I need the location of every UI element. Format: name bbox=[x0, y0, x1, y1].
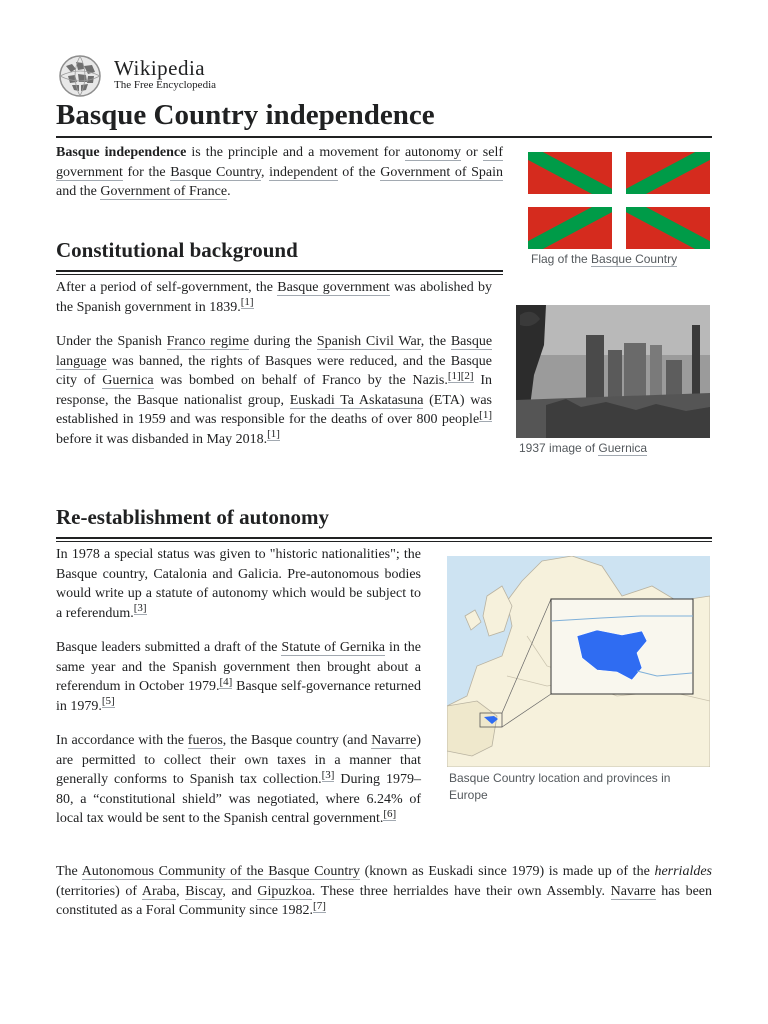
text: (territories) of bbox=[56, 883, 142, 899]
text: During 1979–80, a “constitutional shield” was negotiated, where 6.24% of local tax would be sent to the Spanish central government. bbox=[56, 772, 421, 827]
link-araba[interactable]: Araba bbox=[141, 883, 177, 899]
link-navarre[interactable]: Navarre bbox=[371, 733, 417, 748]
link-autonomy[interactable]: autonomy bbox=[404, 145, 461, 160]
link-euskadi-ta-askatasuna[interactable]: Euskadi Ta Askatasuna bbox=[289, 392, 424, 408]
citation-link[interactable]: [1] bbox=[447, 369, 461, 382]
citation-link[interactable]: [5] bbox=[101, 695, 115, 708]
citation-link[interactable]: [3] bbox=[133, 602, 147, 615]
intro-paragraph bbox=[56, 143, 503, 202]
guernica-photo[interactable] bbox=[516, 305, 710, 438]
link-biscay[interactable]: Biscay bbox=[185, 883, 223, 899]
citation-link[interactable]: [4] bbox=[219, 675, 233, 688]
europe-map-drawing bbox=[447, 556, 710, 767]
text: The bbox=[56, 864, 82, 879]
text: during the bbox=[249, 334, 317, 349]
citation[interactable] bbox=[322, 769, 335, 782]
text: or bbox=[460, 145, 483, 160]
text: was banned, the rights of Basques were reduced, and the Basque city of bbox=[56, 353, 492, 389]
text: In accordance with the bbox=[56, 733, 188, 748]
citation[interactable] bbox=[448, 370, 474, 383]
link-basque-country-caption[interactable]: Basque Country bbox=[591, 252, 678, 266]
text: , the bbox=[420, 334, 451, 349]
text: Basque self-governance returned in 1979. bbox=[56, 679, 422, 714]
text: of the bbox=[337, 164, 381, 180]
citation[interactable] bbox=[313, 900, 326, 913]
text: 1937 image of bbox=[519, 441, 599, 455]
europe-locator-map[interactable] bbox=[447, 556, 710, 767]
text: , and bbox=[222, 883, 258, 899]
link-independent[interactable]: independent bbox=[269, 164, 338, 180]
photo-caption bbox=[519, 440, 647, 457]
text: , bbox=[261, 164, 270, 180]
text: was bombed on behalf of Franco by the Nazis. bbox=[153, 373, 448, 389]
text: In 1978 a special status was given to "historic nationalities"; the Basque country, Catalonia and Galicia. Pre-autonomous bodies would write up a statute of autonomy which would be subject to a referendum. bbox=[56, 547, 421, 621]
herrialdes-term: herrialdes bbox=[654, 864, 712, 879]
citation-link[interactable]: [1] bbox=[240, 295, 254, 308]
paragraph bbox=[56, 638, 421, 716]
link-government-of-france[interactable]: Government of France bbox=[100, 184, 228, 200]
text: is the principle and a movement for bbox=[186, 145, 405, 160]
citation-link[interactable]: [3] bbox=[321, 768, 335, 781]
link-fueros[interactable]: fueros bbox=[187, 733, 223, 748]
link-franco-regime[interactable]: Franco regime bbox=[166, 334, 250, 349]
citation-link[interactable]: [2] bbox=[460, 369, 474, 382]
citation[interactable] bbox=[267, 428, 280, 441]
citation[interactable] bbox=[219, 676, 232, 689]
link-spanish-civil-war[interactable]: Spanish Civil War bbox=[316, 334, 421, 349]
text: for the bbox=[122, 164, 171, 180]
flag-caption bbox=[531, 251, 677, 268]
citation-link[interactable]: [1] bbox=[479, 408, 492, 421]
paragraph bbox=[56, 545, 421, 623]
wikipedia-logo[interactable] bbox=[56, 54, 236, 98]
text: before it was disbanded in May 2018. bbox=[56, 431, 268, 447]
guernica-photo-drawing bbox=[516, 305, 710, 438]
text: was abolished by the Spanish government in 1839. bbox=[56, 280, 492, 315]
text: , the Basque country (and bbox=[222, 733, 372, 748]
citation-link[interactable]: [7] bbox=[313, 899, 326, 912]
text: In response, the Basque nationalist group, bbox=[56, 373, 492, 408]
paragraph bbox=[56, 332, 492, 450]
map-caption: Basque Country location and provinces in Europe bbox=[449, 771, 671, 802]
link-basque-country[interactable]: Basque Country bbox=[170, 164, 262, 180]
text: , bbox=[176, 883, 186, 899]
section-heading-constitutional: Constitutional background bbox=[56, 236, 503, 272]
link-basque-language[interactable]: Basque language bbox=[56, 334, 493, 369]
paragraph bbox=[56, 862, 712, 921]
text: . These three herrialdes have their own Assembly. bbox=[311, 883, 611, 899]
link-autonomous-community[interactable]: Autonomous Community of the Basque Country bbox=[81, 864, 360, 879]
text: . bbox=[227, 184, 231, 200]
text: Flag of the bbox=[531, 252, 592, 266]
link-government-of-spain[interactable]: Government of Spain bbox=[380, 164, 504, 180]
wikipedia-wordmark: Wikipedia bbox=[114, 56, 206, 80]
citation[interactable] bbox=[134, 602, 147, 615]
paragraph bbox=[56, 731, 421, 829]
text: (ETA) was established in 1959 and was responsible for the deaths of over 800 people bbox=[56, 392, 492, 428]
intro-bold-term: Basque independence bbox=[56, 145, 187, 160]
link-basque-government[interactable]: Basque government bbox=[277, 280, 390, 295]
link-gipuzkoa[interactable]: Gipuzkoa bbox=[257, 883, 312, 899]
link-navarre-2[interactable]: Navarre bbox=[610, 883, 656, 899]
wikipedia-tagline: The Free Encyclopedia bbox=[114, 79, 217, 91]
text: has been constituted as a Foral Community since 1982. bbox=[56, 883, 713, 919]
link-self-government[interactable]: self government bbox=[56, 145, 503, 180]
page-title: Basque Country independence bbox=[56, 96, 712, 138]
text: and the bbox=[56, 184, 101, 200]
text: After a period of self-government, the bbox=[56, 280, 278, 295]
text: Under the Spanish bbox=[56, 334, 167, 349]
citation-link[interactable]: [1] bbox=[267, 428, 280, 441]
link-statute-of-gernika[interactable]: Statute of Gernika bbox=[281, 640, 386, 655]
text: Basque leaders submitted a draft of the bbox=[56, 640, 282, 655]
flag-white-cross-h bbox=[528, 194, 710, 207]
text: ) are permitted to collect their own taxes in a manner that generally conforms to Spanish tax collection. bbox=[56, 733, 421, 788]
text: in the same year and the Spanish government then brought about a referendum in October 1979. bbox=[56, 640, 422, 695]
link-guernica[interactable]: Guernica bbox=[102, 373, 154, 389]
basque-flag-image[interactable] bbox=[528, 152, 710, 249]
text: (known as Euskadi since 1979) is made up of the bbox=[359, 864, 655, 879]
citation[interactable] bbox=[241, 296, 254, 309]
paragraph bbox=[56, 278, 492, 317]
wikipedia-globe-icon bbox=[56, 54, 104, 98]
citation[interactable] bbox=[102, 695, 115, 708]
citation[interactable] bbox=[479, 409, 492, 422]
citation-link[interactable]: [6] bbox=[383, 807, 397, 820]
link-guernica-caption[interactable]: Guernica bbox=[598, 441, 648, 455]
citation[interactable] bbox=[383, 808, 396, 821]
section-heading-autonomy: Re-establishment of autonomy bbox=[56, 503, 712, 539]
